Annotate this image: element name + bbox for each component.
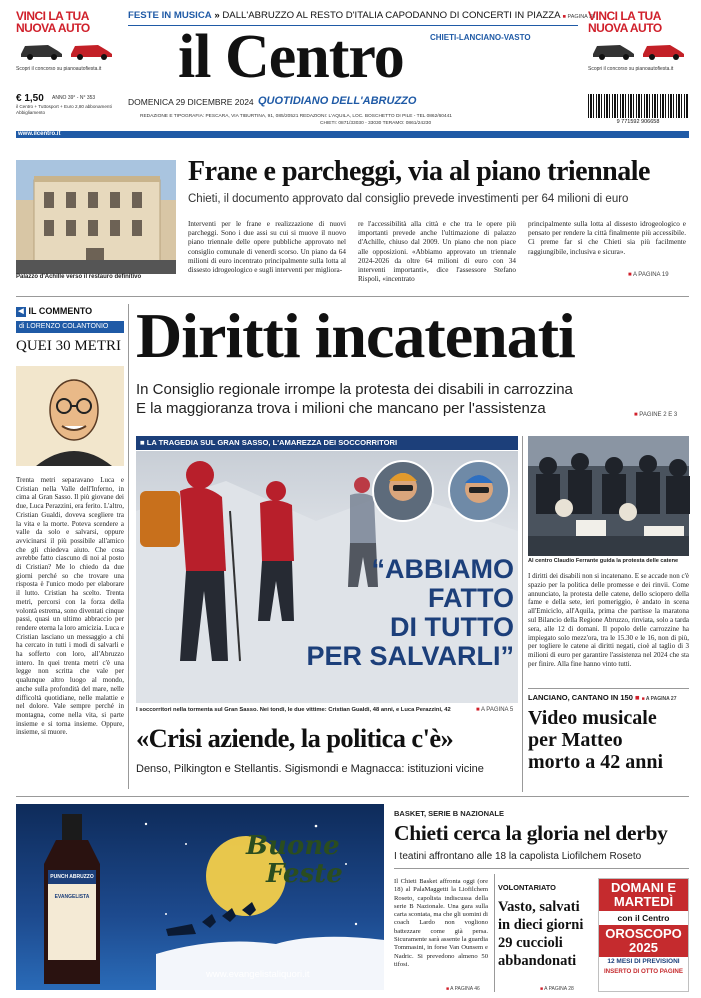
gransasso-page[interactable]: ■ A PAGINA 5 <box>476 707 513 713</box>
divider <box>16 296 689 297</box>
speaker-icon: ◀ <box>16 307 26 317</box>
headline-line: Vasto, salvati <box>498 899 580 915</box>
volontariato-page[interactable]: ■ A PAGINA 28 <box>540 986 574 992</box>
chevron-right-icon: » <box>214 10 220 21</box>
lanciano-tag <box>528 693 689 702</box>
greeting-line: Feste <box>266 859 343 889</box>
story-piano-triennale <box>16 150 689 290</box>
car-icon <box>590 40 636 60</box>
lanciano-tag-text: LANCIANO, CANTANO IN 150 <box>528 693 633 702</box>
quote-line: “ABBIAMO <box>371 554 514 584</box>
protest-caption: Al centro Claudio Ferrante guida la protesta delle catene <box>528 558 679 564</box>
crisi-subhead: Denso, Pilkington e Stellantis. Sigismondi e Magnacca: istituzioni vicine <box>136 763 484 775</box>
oroscopo-line: 2025 <box>629 940 658 955</box>
gransasso-banner-icon: ■ <box>140 438 145 447</box>
main-page[interactable]: ■ PAGINE 2 E 3 <box>634 412 677 418</box>
oroscopo-line: 12 MESI DI PREVISIONI <box>607 958 680 965</box>
divider <box>128 304 129 789</box>
volontariato-tag: VOLONTARIATO <box>498 883 556 892</box>
gransasso-caption: I soccorritori nella tormenta sul Gran Sasso. Nei tondi, le due vittime: Cristian Gualdi, 48 anni, e Luca Perazzini, 42 <box>136 707 451 713</box>
quote-line: PER SALVARLI” <box>306 641 514 671</box>
car-icon <box>68 40 114 60</box>
top-story-tag: FESTE IN MUSICA <box>128 10 212 21</box>
basket-headline[interactable]: Chieti cerca la gloria nel derby <box>394 821 668 845</box>
main-sub1: In Consiglio regionale irrompe la protesta dei disabili in carrozzina <box>136 381 573 398</box>
gransasso-banner <box>136 436 518 450</box>
story1-headline[interactable]: Frane e parcheggi, via al piano triennale <box>188 156 650 187</box>
headline-line: per Matteo <box>528 729 623 751</box>
greeting-line: Buone <box>246 831 340 861</box>
ad-left-title: VINCI LA TUA NUOVA AUTO <box>16 9 90 35</box>
main-sub2: E la maggioranza trova i milioni che mancano per l'assistenza <box>136 400 546 417</box>
top-story-strip[interactable] <box>128 9 596 23</box>
ad-greeting <box>216 832 366 888</box>
oroscopo-box[interactable] <box>598 878 689 992</box>
addresses-2: CHIETI: 0871/33030 - 33030 TERAMO: 0861/24230 <box>320 121 432 126</box>
crisi-headline[interactable]: «Crisi aziende, la politica c'è» <box>136 723 454 753</box>
promo-text: il Centro + Tuttosport + Euro 2,80 abbonamenti Abbigliamento <box>16 104 112 115</box>
divider <box>394 868 689 869</box>
commento-label-text: IL COMMENTO <box>28 306 93 316</box>
website[interactable]: www.ilcentro.it <box>18 131 61 137</box>
headline-line: abbandonati <box>498 953 577 969</box>
divider <box>494 874 495 992</box>
ad-left-sub: Scopri il concorso su pianoautofiesta.it <box>16 66 102 72</box>
commento-author-prefix: di <box>19 323 25 330</box>
divider <box>16 796 689 797</box>
ad-url[interactable]: www.evangelistaliquori.it <box>206 969 310 980</box>
story1-page[interactable]: ■ A PAGINA 19 <box>628 272 669 278</box>
main-headline[interactable]: Diritti incatenati <box>136 300 575 371</box>
oroscopo-line: INSERTO DI OTTO PAGINE <box>603 968 684 975</box>
basket-body: Il Chieti Basket affronta oggi (ore 18) al PalaMaggetti la Liofilchem Roseto, capolista indiscussa della serie B Nazionale. Una gara sulla carta scontata, ma che gli uomini di coach Lardo non vogliono battezzare come già persa. Sicuramente sarà assente la guardia Tommasini, in forse Van Ounsem e Nadric. Si prevedono almeno 50 tifosi. <box>394 878 488 968</box>
headline-line: 29 cuccioli <box>498 935 563 951</box>
commento-body: Trenta metri separavano Luca e Cristian nella Valle dell'Inferno, in cima al Gran Sasso. Il più giovane dei due, Luca Perazzini, era ferito. L'altro, Cristian Gualdi, doveva scegliere tra la vita e la morte. Poteva scendere a valle da solo e salvarsi, oppure avvicinarsi il più possibile all'amico che gli chiedeva aiuto. Che cosa avrebbe fatto ciascuno di noi al posto di Cristian? Me lo chiedo da due giorni perché so che trovare una risposta è l'unico modo per elaborare il lutto. Cristian ha scelto. Trenta metri, percorsi con la forza della volontà estrema, sono diventati cinque passi, quasi un ultimo abbraccio per rendere eterna la loro amicizia. Luca e Cristian lasciano un messaggio a chi ha cercato in tutti i modi di salvarli e ha sofferto con loro, all'Abruzzo intero. In quei trenta metri c'è una legge non scritta che vale per qualunque altro luogo al mondo, anche sulla profondità del mare, nelle difficoltà quotidiane, nelle malattie e nel dolore. Vale sempre perché in montagna, come nella vita, si parte insieme e si torna insieme. Oppure, insieme, si muore. <box>16 476 124 737</box>
cities: CHIETI-LANCIANO-VASTO <box>430 33 531 42</box>
car-icon <box>18 40 64 60</box>
headline-line: Video musicale <box>528 707 657 729</box>
car-icon <box>640 40 686 60</box>
top-story-text: DALL'ABRUZZO AL RESTO D'ITALIA CAPODANNO DI CONCERTI IN PIAZZA <box>222 10 560 21</box>
barcode-number: 9 771592 906658 <box>616 119 660 125</box>
subtitle: QUOTIDIANO DELL'ABRUZZO <box>258 95 417 107</box>
date: DOMENICA 29 DICEMBRE 2024 <box>128 97 254 107</box>
story1-col3: principalmente sulla lotta al dissesto idrogeologico e pensato per rendere la città finalmente più accessibile. Ci preme far sì che Chieti sia più facilmente raggiungibile, inclusiva e sicura». <box>528 220 686 256</box>
lanciano-page[interactable]: ■ A PAGINA 27 <box>642 696 677 702</box>
ad-right-title: VINCI LA TUA NUOVA AUTO <box>588 9 662 35</box>
divider <box>522 436 523 792</box>
gransasso-banner-text: LA TRAGEDIA SUL GRAN SASSO, L'AMAREZZA DEI SOCCORRITORI <box>146 438 398 447</box>
gransasso-quote <box>266 555 514 671</box>
commento-author-bar <box>16 321 124 333</box>
edition: ANNO 39° - N° 353 <box>52 95 96 101</box>
masthead <box>0 0 701 140</box>
tag-square-icon: ■ <box>634 693 640 702</box>
barcode <box>588 94 688 118</box>
author-portrait <box>16 366 124 466</box>
story1-col2: re l'accessibilità alla città e che tra le opere più importanti prevede anche l'ultimazione di palazzo d'Achille, chiuso dal 2009. Un piano che non piace alle opposizioni. «Abbiamo approvato un triennale 2024-2026 da oltre 64 milioni di euro con 34 interventi importanti», dice l'assessore Stefano Rispoli, «incentrato <box>358 220 516 284</box>
top-story-page: ■ PAGINA 38 <box>563 14 596 20</box>
oroscopo-line: MARTEDÌ <box>613 894 674 909</box>
masthead-rule <box>16 131 689 138</box>
gransasso-photo[interactable] <box>136 451 518 703</box>
ad-right[interactable] <box>588 10 690 88</box>
story1-subhead: Chieti, il documento approvato dal consiglio prevede investimenti per 64 milioni di euro <box>188 193 629 205</box>
quote-line: DI TUTTO <box>390 612 514 642</box>
basket-tag: BASKET, SERIE B NAZIONALE <box>394 809 505 818</box>
volontariato-headline[interactable] <box>498 898 594 970</box>
ad-right-sub: Scopri il concorso su pianoautofiesta.it <box>588 66 674 72</box>
commento-label <box>16 306 124 317</box>
basket-page[interactable]: ■ A PAGINA 46 <box>446 986 480 992</box>
story1-col1: Interventi per le frane e realizzazione di nuovi parcheggi. Sono i due assi su cui si muove il nuovo piano triennale delle opere pubbliche approvato nel consiglio comunale di venerdì scorso. Un piano da 64 milioni di euro incentrato principalmente sulla lotta al dissesto idrogeologico e sugli interventi per migliora- <box>188 220 346 275</box>
protest-photo[interactable] <box>528 436 689 556</box>
evangelista-ad[interactable] <box>16 804 384 990</box>
headline-line: in dieci giorni <box>498 917 584 933</box>
basket-subhead: I teatini affrontano alle 18 la capolista Liofilchem Roseto <box>394 851 642 862</box>
oroscopo-line: OROSCOPO <box>605 926 682 941</box>
oroscopo-top <box>599 879 688 911</box>
commento-title[interactable]: QUEI 30 METRI <box>16 338 121 354</box>
bottle-maker: EVANGELISTA <box>54 894 90 900</box>
oroscopo-mid <box>599 925 688 957</box>
oroscopo-brand: con il Centro <box>617 913 670 923</box>
divider <box>528 688 689 689</box>
price: € 1,50 <box>16 93 44 104</box>
palazzo-photo <box>16 160 176 274</box>
bottle-brand: PUNCH ABRUZZO <box>50 874 94 880</box>
quote-line: FATTO <box>428 583 514 613</box>
protest-body: I diritti dei disabili non si incatenano. E se accade non c'è spazio per la politica delle promesse e dei rinvii. Come annunciato, la protesta delle catene, dello sciopero della fame e della sete, ieri pomeriggio, è andato in scena all'Emiciclo, all'Aquila, prima che partisse la maratona sul Bilancio della Regione Abruzzo, rinviata, solo a tarda sera, alle 12 di domani. Il popolo delle carrozzine ha impiegato solo mezz'ora, tra le 15.30 e le 16, non di più, per togliere le catene ai diritti negati, cioè al taglio di 3 milioni di euro per garantire l'assistenza nel 2024 che sta per finire. Alla fine hanno vinto tutti. <box>528 572 689 668</box>
palazzo-caption: Palazzo d'Achille verso il restauro definitivo <box>16 274 142 280</box>
lanciano-headline[interactable] <box>528 707 689 773</box>
logo: il Centro <box>178 23 404 91</box>
commento-author: LORENZO COLANTONIO <box>26 323 109 330</box>
oroscopo-line: DOMANI E <box>611 880 676 895</box>
ad-left[interactable] <box>16 10 118 88</box>
headline-line: morto a 42 anni <box>528 751 663 773</box>
commento <box>16 304 124 789</box>
addresses-1: REDAZIONE E TIPOGRAFIA: PESCARA, VIA TIBURTINA, 91, 085/20521 REDAZIONI: L'AQUILA, LOC. BOSCHETTO DI PILE - TEL 0862/60441 <box>140 114 452 119</box>
